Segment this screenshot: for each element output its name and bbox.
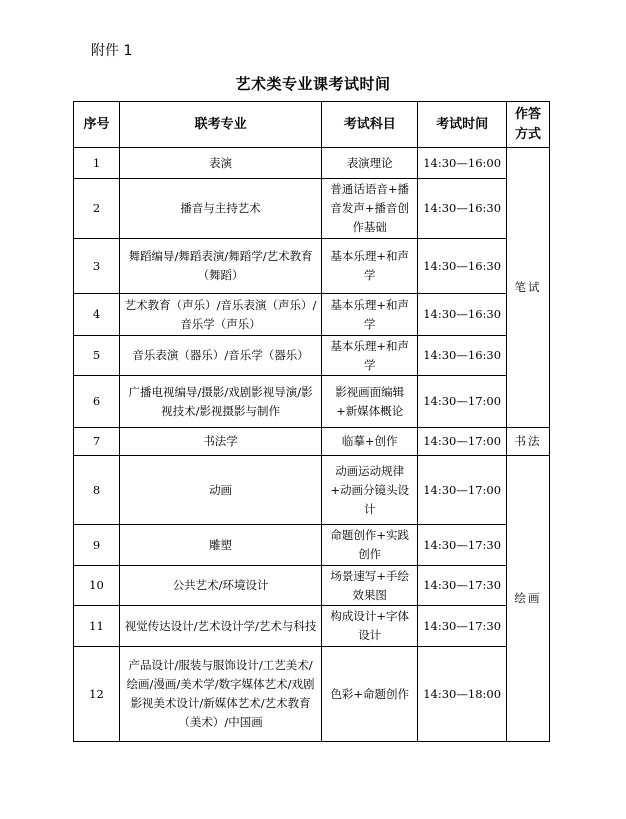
row-time: 14:30—17:30: [418, 566, 507, 606]
method-painting: 绘画: [507, 456, 550, 742]
row-major: 书法学: [119, 428, 321, 456]
row-subject: 动画运动规律+动画分镜头设计: [322, 456, 418, 525]
row-time: 14:30—17:30: [418, 525, 507, 566]
table-row: [74, 336, 550, 376]
header-subject: 考试科目: [322, 102, 418, 148]
row-subject: 表演理论: [322, 148, 418, 179]
row-subject: 普通话语音+播音发声+播音创作基础: [322, 179, 418, 239]
table-row: [74, 376, 550, 428]
table-row: [74, 294, 550, 336]
row-time: 14:30—16:30: [418, 336, 507, 376]
row-time: 14:30—16:30: [418, 294, 507, 336]
row-index: 5: [74, 336, 120, 376]
row-subject: 影视画面编辑+新媒体概论: [322, 376, 418, 428]
table-row: [74, 456, 550, 525]
table-row: [74, 525, 550, 566]
row-major: 表演: [119, 148, 321, 179]
row-index: 12: [74, 647, 120, 742]
row-time: 14:30—16:30: [418, 179, 507, 239]
row-subject: 基本乐理+和声学: [322, 239, 418, 294]
table-row: [74, 647, 550, 742]
row-major: 动画: [119, 456, 321, 525]
table-row: [74, 148, 550, 179]
row-time: 14:30—17:00: [418, 376, 507, 428]
exam-schedule-table: [73, 101, 550, 742]
row-index: 9: [74, 525, 120, 566]
table-row: [74, 606, 550, 647]
row-index: 4: [74, 294, 120, 336]
row-time: 14:30—16:00: [418, 148, 507, 179]
row-index: 1: [74, 148, 120, 179]
row-major: 公共艺术/环境设计: [119, 566, 321, 606]
row-major: 舞蹈编导/舞蹈表演/舞蹈学/艺术教育（舞蹈）: [119, 239, 321, 294]
attachment-label: 附件 1: [91, 43, 133, 59]
row-major: 产品设计/服装与服饰设计/工艺美术/绘画/漫画/美术学/数字媒体艺术/戏剧影视美术设计/新媒体艺术/艺术教育（美术）/中国画: [119, 647, 321, 742]
method-written: 笔试: [507, 148, 550, 428]
row-subject: 构成设计+字体设计: [322, 606, 418, 647]
row-subject: 色彩+命题创作: [322, 647, 418, 742]
table-row: [74, 428, 550, 456]
row-major: 艺术教育（声乐）/音乐表演（声乐）/音乐学（声乐）: [119, 294, 321, 336]
row-index: 11: [74, 606, 120, 647]
row-major: 播音与主持艺术: [119, 179, 321, 239]
row-time: 14:30—16:30: [418, 239, 507, 294]
row-time: 14:30—17:30: [418, 606, 507, 647]
row-index: 2: [74, 179, 120, 239]
row-subject: 基本乐理+和声学: [322, 294, 418, 336]
row-index: 8: [74, 456, 120, 525]
row-subject: 临摹+创作: [322, 428, 418, 456]
table-row: [74, 566, 550, 606]
row-subject: 基本乐理+和声学: [322, 336, 418, 376]
row-time: 14:30—17:00: [418, 428, 507, 456]
header-major: 联考专业: [119, 102, 321, 148]
header-index: 序号: [74, 102, 120, 148]
row-index: 7: [74, 428, 120, 456]
method-calligraphy: 书法: [507, 428, 550, 456]
header-method: 作答方式: [507, 102, 550, 148]
row-major: 视觉传达设计/艺术设计学/艺术与科技: [119, 606, 321, 647]
row-time: 14:30—17:00: [418, 456, 507, 525]
row-major: 雕塑: [119, 525, 321, 566]
row-major: 广播电视编导/摄影/戏剧影视导演/影视技术/影视摄影与制作: [119, 376, 321, 428]
header-time: 考试时间: [418, 102, 507, 148]
row-index: 3: [74, 239, 120, 294]
row-time: 14:30—18:00: [418, 647, 507, 742]
row-index: 10: [74, 566, 120, 606]
table-row: [74, 179, 550, 239]
row-index: 6: [74, 376, 120, 428]
document-title: 艺术类专业课考试时间: [235, 75, 391, 93]
row-major: 音乐表演（器乐）/音乐学（器乐）: [119, 336, 321, 376]
table-row: [74, 239, 550, 294]
row-subject: 命题创作+实践创作: [322, 525, 418, 566]
row-subject: 场景速写+手绘效果图: [322, 566, 418, 606]
header-row: [74, 102, 550, 148]
